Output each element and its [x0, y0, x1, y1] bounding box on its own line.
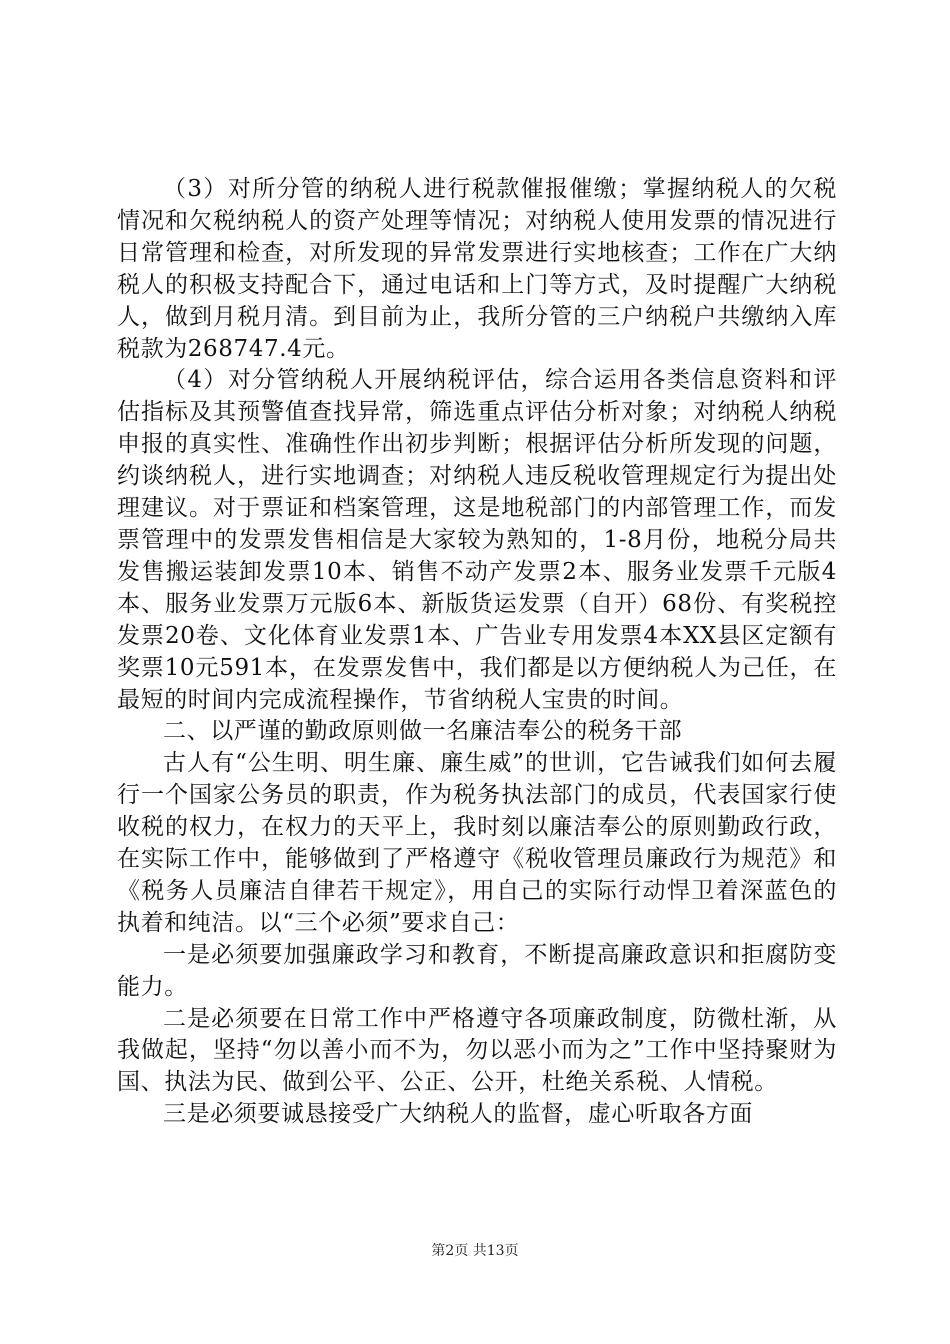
document-body [117, 174, 837, 1131]
paragraph-requirement-2: 二是必须要在日常工作中严格遵守各项廉政制度，防微杜渐，从我做起，坚持“勿以善小而不为，勿以恶小而为之”工作中坚持聚财为国、执法为民、做到公平、公正、公开，杜绝关系税、人情税。 [117, 1005, 837, 1096]
paragraph-item-4: （4）对分管纳税人开展纳税评估，综合运用各类信息资料和评估指标及其预警值查找异常，筛选重点评估分析对象；对纳税人纳税申报的真实性、准确性作出初步判断；根据评估分析所发现的问题，约谈纳税人，进行实地调查；对纳税人违反税收管理规定行为提出处理建议。对于票证和档案管理，这是地税部门的内部管理工作，而发票管理中的发票发售相信是大家较为熟知的，1-8月份，地税分局共发售搬运装卸发票10本、销售不动产发票2本、服务业发票千元版4本、服务业发票万元版6本、新版货运发票（自开）68份、有奖税控发票20卷、文化体育业发票1本、广告业专用发票4本XX县区定额有奖票10元591本，在发票发售中，我们都是以方便纳税人为己任，在最短的时间内完成流程操作，节省纳税人宝贵的时间。 [117, 367, 837, 713]
paragraph-requirement-3: 三是必须要诚恳接受广大纳税人的监督，虚心听取各方面 [163, 1101, 753, 1128]
paragraph-item-3: （3）对所分管的纳税人进行税款催报催缴；掌握纳税人的欠税情况和欠税纳税人的资产处理等情况；对纳税人使用发票的情况进行日常管理和检查，对所发现的异常发票进行实地核查；工作在广大纳税人的积极支持配合下，通过电话和上门等方式，及时提醒广大纳税人，做到月税月清。到目前为止，我所分管的三户纳税户共缴纳入库税款为268747.4元。 [117, 176, 837, 362]
paragraph-requirement-1: 一是必须要加强廉政学习和教育，不断提高廉政意识和拒腐防变能力。 [117, 941, 837, 1000]
page-number-footer: 第2页 共13页 [431, 1243, 519, 1259]
section-heading: 二、以严谨的勤政原则做一名廉洁奉公的税务干部 [163, 718, 683, 745]
paragraph-integrity: 古人有“公生明、明生廉、廉生威”的世训，它告诫我们如何去履行一个国家公务员的职责，作为税务执法部门的成员，代表国家行使收税的权力，在权力的天平上，我时刻以廉洁奉公的原则勤政行政，在实际工作中，能够做到了严格遵守《税收管理员廉政行为规范》和《税务人员廉洁自律若干规定》，用自己的实际行动悍卫着深蓝色的执着和纯洁。以“三个必须”要求自己： [117, 750, 837, 936]
